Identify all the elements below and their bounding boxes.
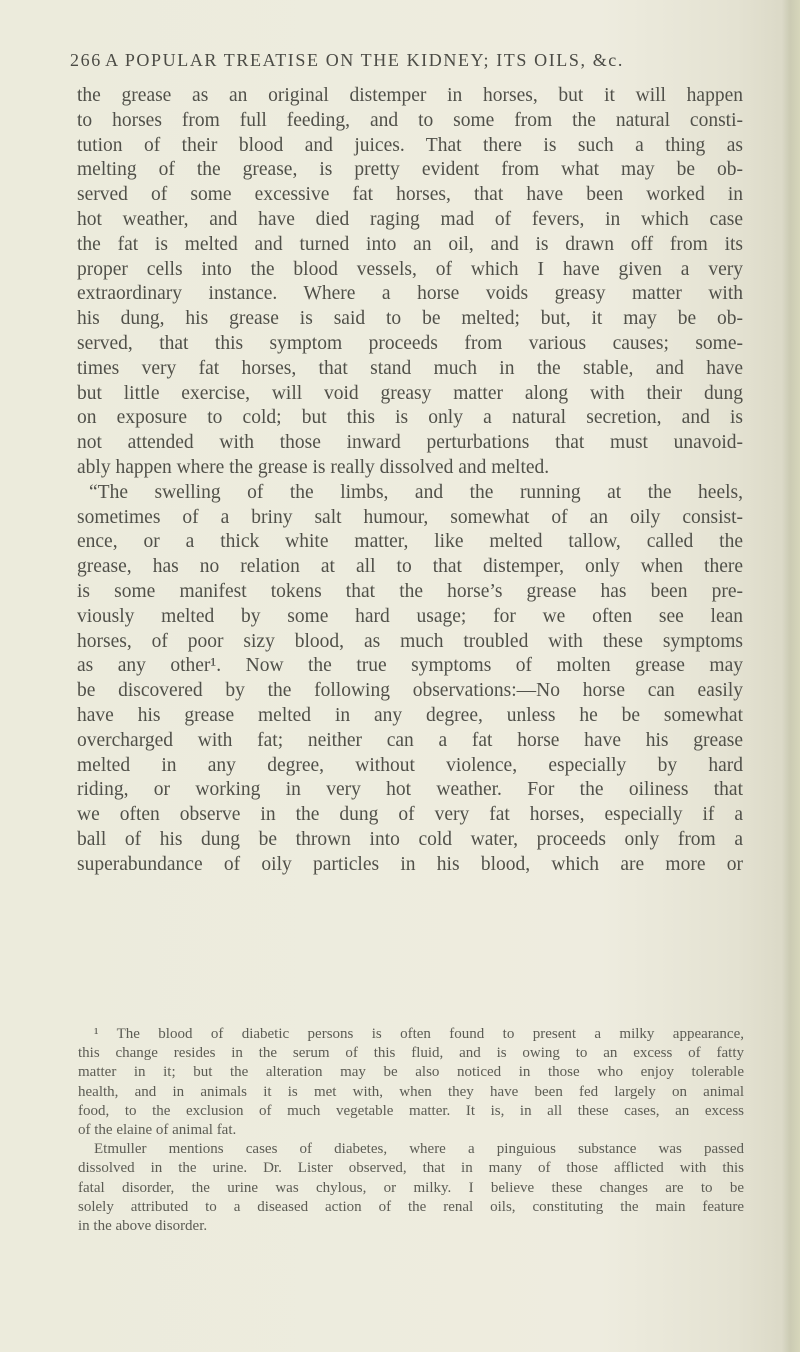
text-line: is some manifest tokens that the horse’s grease has been pre- [77,580,743,602]
footnote-line: ¹ The blood of diabetic persons is often found to present a milky appearance, [94,1026,744,1042]
text-line: have his grease melted in any degree, unless he be somewhat [77,704,743,726]
footnote-line: fatal disorder, the urine was chylous, or milky. I believe these changes are to be [78,1179,744,1196]
text-line: ably happen where the grease is really dissolved and melted. [77,456,550,478]
text-line: served of some excessive fat horses, that have been worked in [77,184,743,206]
text-line: grease, has no relation at all to that distemper, only when there [77,556,743,578]
footnote-line: solely attributed to a diseased action of the renal oils, constituting the main feature [78,1198,744,1215]
text-line: sometimes of a briny salt humour, somewhat of an oily consist- [77,506,743,528]
text-line: proper cells into the blood vessels, of which I have given a very [77,258,743,280]
running-title: A POPULAR TREATISE ON THE KIDNEY; ITS OILS, &c. [105,50,624,70]
text-line: the fat is melted and turned into an oil, and is drawn off from its [77,233,743,255]
text-line: horses, of poor sizy blood, as much troubled with these symptoms [77,630,743,652]
text-line: riding, or working in very hot weather. For the oiliness that [77,779,743,801]
footnote-line: dissolved in the urine. Dr. Lister observed, that in many of those afflicted with this [78,1160,744,1177]
text-line: overcharged with fat; neither can a fat horse have his grease [77,729,743,751]
text-line: we often observe in the dung of very fat horses, especially if a [77,804,743,826]
page-number: 266 [70,50,102,70]
running-header [70,50,750,71]
footnote-line: this change resides in the serum of this fluid, and is owing to an excess of fatty [78,1045,744,1062]
text-line: hot weather, and have died raging mad of fevers, in which case [77,208,743,230]
page-edge-shadow [782,0,800,1352]
text-line: tution of their blood and juices. That there is such a thing as [77,134,743,156]
text-line: times very fat horses, that stand much in the stable, and have [77,357,743,379]
text-line: be discovered by the following observations:—No horse can easily [77,680,743,702]
text-line: viously melted by some hard usage; for we often see lean [77,605,743,627]
text-line: to horses from full feeding, and to some from the natural consti- [77,109,743,131]
footnotes [78,1025,744,1236]
footnote-line: Etmuller mentions cases of diabetes, where a pinguious substance was passed [94,1141,744,1158]
text-line: ence, or a thick white matter, like melted tallow, called the [77,531,743,553]
text-line: not attended with those inward perturbations that must unavoid- [77,432,743,454]
text-line: served, that this symptom proceeds from various causes; some- [77,332,743,354]
text-line: extraordinary instance. Where a horse voids greasy matter with [77,283,743,305]
text-line: melting of the grease, is pretty evident from what may be ob- [77,159,743,181]
text-line: melted in any degree, without violence, especially by hard [77,754,743,776]
footnote-line: health, and in animals it is met with, when they have been fed largely on animal [78,1083,744,1100]
text-line: ball of his dung be thrown into cold water, proceeds only from a [77,828,743,850]
text-line: but little exercise, will void greasy matter along with their dung [77,382,743,404]
text-line: on exposure to cold; but this is only a natural secretion, and is [77,407,743,429]
body-text [77,84,743,878]
text-line: his dung, his grease is said to be melted; but, it may be ob- [77,308,743,330]
footnote-line: food, to the exclusion of much vegetable matter. It is, in all these cases, an excess [78,1102,744,1119]
footnote-line: in the above disorder. [78,1217,208,1234]
text-line: the grease as an original distemper in horses, but it will happen [77,85,743,106]
footnote-line: matter in it; but the alteration may be also noticed in those who enjoy tolerable [78,1064,744,1081]
footnote-line: of the elaine of animal fat. [78,1121,237,1138]
text-line: “The swelling of the limbs, and the running at the heels, [89,481,743,503]
text-line: superabundance of oily particles in his blood, which are more or [77,853,743,875]
text-line: as any other¹. Now the true symptoms of molten grease may [77,655,743,677]
